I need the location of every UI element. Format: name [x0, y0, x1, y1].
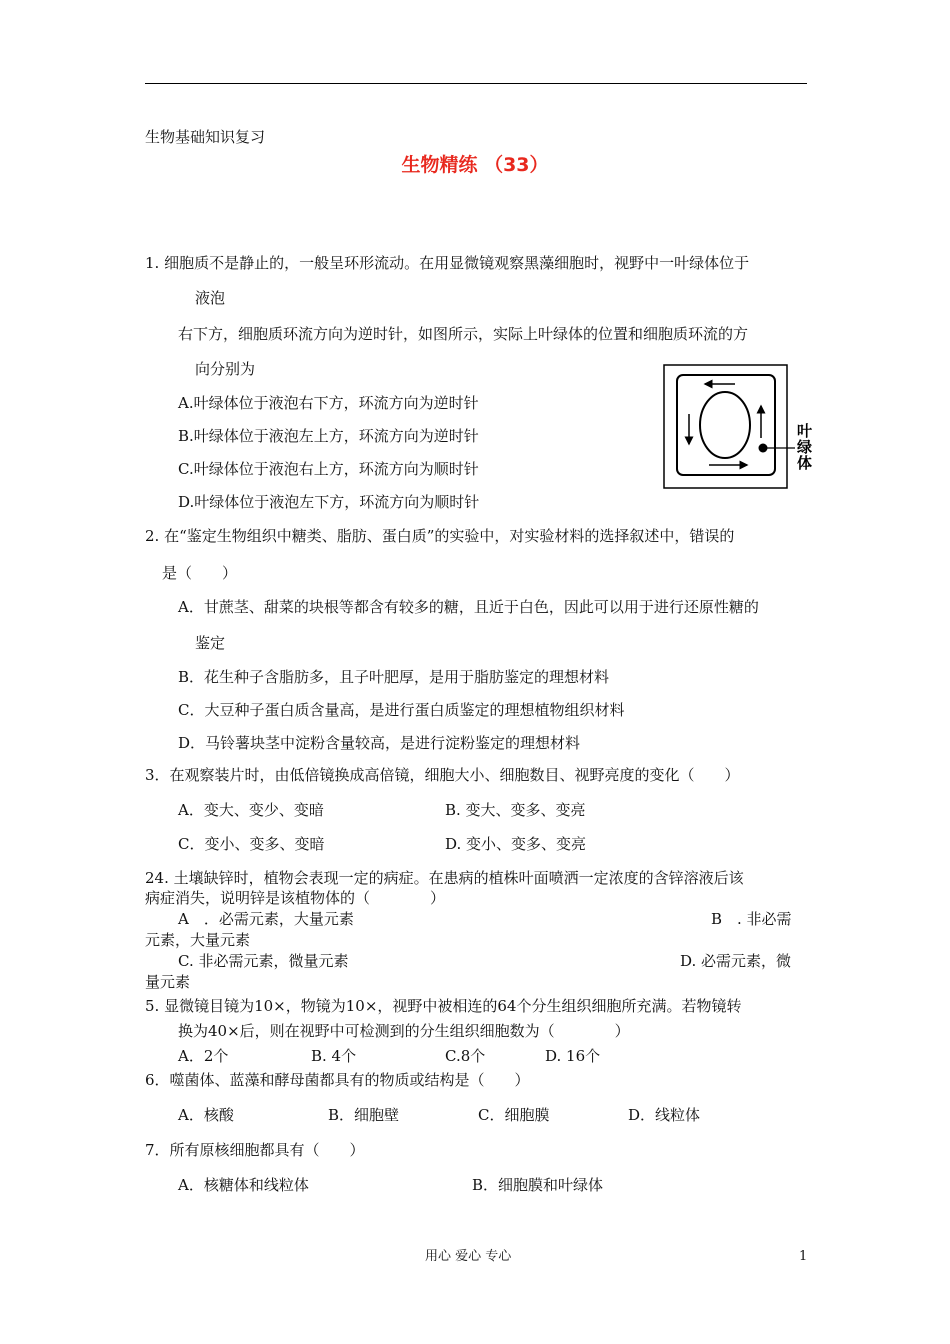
q1-line4: 向分别为 — [195, 360, 256, 378]
page-subtitle: 生物基础知识复习 — [145, 128, 266, 146]
q5-option-d: D. 16个 — [545, 1047, 601, 1065]
q24-line1: 24. 土壤缺锌时，植物会表现一定的病症。在患病的植株叶面喷洒一定浓度的含锌溶液后该 — [145, 869, 744, 887]
q24-option-c: C. 非必需元素，微量元素 — [178, 952, 349, 970]
figure-label-1: 叶 — [797, 422, 813, 440]
page-number: 1 — [799, 1249, 808, 1264]
q1-line3: 右下方，细胞质环流方向为逆时针，如图所示，实际上叶绿体的位置和细胞质环流的方 — [178, 325, 749, 343]
q3-option-a: A．变大、变少、变暗 — [178, 801, 324, 819]
q24-line2: 病症消失，说明锌是该植物体的（ ） — [145, 889, 446, 907]
q3-option-b: B. 变大、变多、变亮 — [445, 801, 586, 819]
q5-line1: 5. 显微镜目镜为10×，物镜为10×，视野中被相连的64个分生组织细胞所充满。若物镜转 — [145, 997, 742, 1015]
q2-option-a-line2: 鉴定 — [195, 634, 226, 652]
cell-diagram — [663, 364, 813, 490]
q7-option-a: A．核糖体和线粒体 — [178, 1176, 309, 1194]
q2-option-a-line1: A．甘蔗茎、甜菜的块根等都含有较多的糖，且近于白色，因此可以用于进行还原性糖的 — [178, 598, 759, 616]
q1-option-b: B.叶绿体位于液泡左上方，环流方向为逆时针 — [178, 427, 479, 445]
q6-line1: 6．噬菌体、蓝藻和酵母菌都具有的物质或结构是（ ） — [145, 1071, 530, 1089]
q2-option-b: B．花生种子含脂肪多，且子叶肥厚，是用于脂肪鉴定的理想材料 — [178, 668, 610, 686]
q24-option-b-part1: B . 非必需 — [711, 910, 792, 928]
q1-line1: 1. 细胞质不是静止的，一般呈环形流动。在用显微镜观察黑藻细胞时，视野中一叶绿体位于 — [145, 254, 750, 272]
q3-option-d: D. 变小、变多、变亮 — [445, 835, 587, 853]
q2-option-d: D．马铃薯块茎中淀粉含量较高，是进行淀粉鉴定的理想材料 — [178, 734, 581, 752]
q2-line2: 是（ ） — [162, 564, 238, 582]
q3-line1: 3．在观察装片时，由低倍镜换成高倍镜，细胞大小、细胞数目、视野亮度的变化（ ） — [145, 766, 740, 784]
vacuole — [700, 392, 750, 458]
q1-line2: 液泡 — [195, 289, 226, 307]
q6-option-a: A．核酸 — [178, 1106, 234, 1124]
q24-option-d-part2: 量元素 — [145, 973, 191, 991]
q3-option-c: C．变小、变多、变暗 — [178, 835, 325, 853]
q24-option-d-part1: D. 必需元素，微 — [680, 952, 792, 970]
q1-option-c: C.叶绿体位于液泡右上方，环流方向为顺时针 — [178, 460, 479, 478]
q6-option-d: D．线粒体 — [628, 1106, 701, 1124]
figure-label-3: 体 — [797, 454, 813, 472]
header-rule — [145, 83, 807, 84]
q2-line1: 2. 在“鉴定生物组织中糖类、脂肪、蛋白质”的实验中，对实验材料的选择叙述中，错误的 — [145, 527, 735, 545]
q5-option-a: A．2个 — [178, 1047, 229, 1065]
q24-option-a: A ．必需元素，大量元素 — [178, 910, 354, 928]
q5-option-b: B. 4个 — [311, 1047, 357, 1065]
q24-option-b-part2: 元素，大量元素 — [145, 931, 251, 949]
q5-line2: 换为40×后，则在视野中可检测到的分生组织细胞数为（ ） — [178, 1022, 630, 1040]
q2-option-c: C．大豆种子蛋白质含量高，是进行蛋白质鉴定的理想植物组织材料 — [178, 701, 625, 719]
q1-option-d: D.叶绿体位于液泡左下方，环流方向为顺时针 — [178, 493, 480, 511]
q7-line1: 7．所有原核细胞都具有（ ） — [145, 1141, 365, 1159]
footer-motto: 用心 爱心 专心 — [425, 1249, 512, 1264]
q6-option-c: C．细胞膜 — [478, 1106, 550, 1124]
figure-label-2: 绿 — [797, 438, 813, 456]
q7-option-b: B．细胞膜和叶绿体 — [472, 1176, 604, 1194]
q1-option-a: A.叶绿体位于液泡右下方，环流方向为逆时针 — [178, 394, 479, 412]
page-title: 生物精练 （33） — [401, 154, 549, 176]
q5-option-c: C.8个 — [445, 1047, 486, 1065]
q6-option-b: B．细胞壁 — [328, 1106, 400, 1124]
